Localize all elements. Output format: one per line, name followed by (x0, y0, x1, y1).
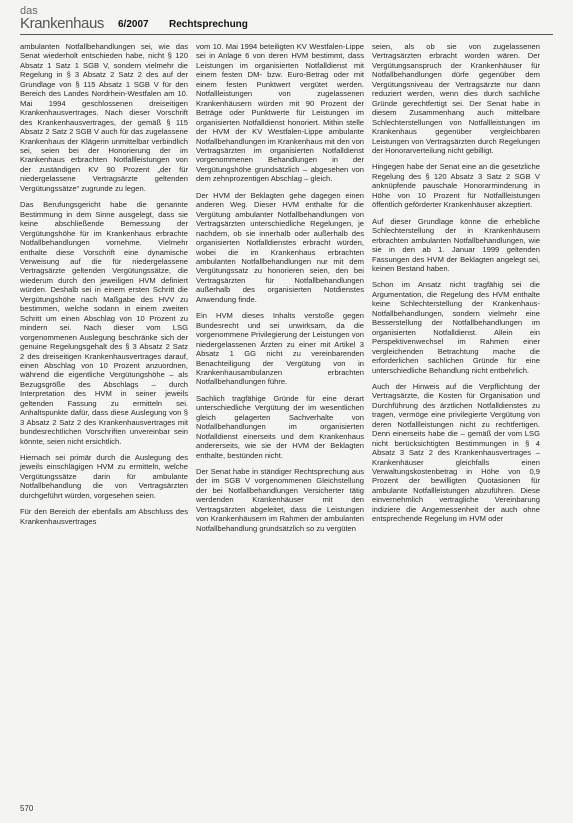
magazine-logo (20, 6, 110, 36)
paragraph: Schon im Ansatz nicht tragfähig sei die Argumentation, die Regelung des HVM enthalte keine Schlechterstellung der Krankenhaus-Notfallbehandlungen, sondern vielmehr eine Besserstellung der Notfallbehandlungen im organisierten Notfalldienst. Allein ein Perspektivenwechsel im Rahmen einer vergleichenden Betrachtung mache die erforderlichen sachlichen Gründe für eine unterschiedliche Behandlung nicht entbehrlich. (372, 280, 540, 375)
paragraph: Auf dieser Grundlage könne die erhebliche Schlechterstellung der in Krankenhäusern erbrachten ambulanten Notfallbehandlungen, wie sie in den ab 1. Januar 1999 geltenden Fassungen des HVM der Beklagten angelegt sei, keinen Bestand haben. (372, 216, 540, 273)
paragraph: Hingegen habe der Senat eine an die gesetzliche Regelung des § 120 Absatz 3 Satz 2 SGB V anknüpfende pauschale Honorarminderung in Höhe von 10 Prozent für Notfallleistungen öffentlich geförderter Krankenhäuser akzeptiert. (372, 162, 540, 210)
paragraph: vom 10. Mai 1994 beteiligten KV Westfalen-Lippe sei in Anlage 6 von deren HVM bestimmt, dass Leistungen im organisierten Notfalldienst mit einem festen DM- bzw. Euro-Betrag oder mit einem festen Punktwert vergütet werden. Notfallleistungen von zugelassenen Krankenhäusern würden mit 90 Prozent der Beträge oder Punktwerte für Leistungen im organisierten Notfalldienst honoriert. Mithin stelle der HVM der KV Westfalen-Lippe ambulante Notfallbehandlungen im Krankenhaus mit den von Vertragsärzten im organisierten Notfalldienst vorgenommenen Behandlungen in der Vergütungshöhe grundsätzlich – abgesehen von dem zehnprozentigen Abschlag – gleich. (196, 42, 365, 184)
section-title: Rechtsprechung (169, 19, 248, 30)
paragraph: Auch der Hinweis auf die Verpflichtung der Vertragsärzte, die Kosten für Organisation und Durchführung des ärztlichen Notfalldienstes zu tragen, vermöge eine privilegierte Vergütung von deren Notfallleistungen nicht zu rechtfertigen. Denn einerseits habe die – gemäß der vom LSG nicht berücksichtigten Bestimmungen in § 4 Absatz 3 Satz 2 des Krankenhausvertrages – Krankenhäuser gleichfalls einen Verwaltungskostenbetrag in Höhe von 0,9 Prozent der bewilligten Quotasionen für ambulante Notfallleistungen abzuführen. Diese einvernehmlich vertragliche Vereinbarung indiziere die Angemessenheit der auch ohne entsprechende Regelung im HVM oder (372, 381, 540, 524)
text-column-1 (20, 42, 188, 533)
paragraph: Hiernach sei primär durch die Auslegung des jeweils einschlägigen HVM zu ermitteln, welche Vergütungssätze darin für ambulante Notfallbehandlung die von Vertragsärzten durchgeführt würden, vorgesehen seien. (20, 453, 188, 500)
paragraph: ambulanten Notfallbehandlungen sei, wie das Senat wiederholt entschieden habe, nicht § 120 Absatz 1 Satz 1 SGB V, sondern vielmehr die Regelung in § 3 Absatz 2 Satz 2 des auf der Grundlage von § 115 Absatz 1 SGB V für den Bereich des Landes Nordrhein-Westfalen am 10. Mai 1994 geschlossenen dreiseitigen Krankenhausvertrages. Nach dieser Vorschrift des Krankenhausvertrages, der gemäß § 115 Absatz 2 Satz 2 SGB V auch für das zugelassene Krankenhaus der Klägerin unmittelbar verbindlich sei, seien bei der Honorierung der im Krankenhaus erbrachten Notfallleistungen von der zuständigen KV 90 Prozent „der für niedergelassene Vertragsärzte geltenden Vergütungssätze“ zugrunde zu legen. (20, 42, 188, 193)
text-column-2 (196, 42, 364, 540)
paragraph: Sachlich tragfähige Gründe für eine derart unterschiedliche Vergütung der im wesentlichen gleich gelagerten Sachverhalte von Notfallbehandlungen im organisierten Notfalldienst einerseits und dem Krankenhaus andererseits, wie sie der HVM der Beklagten enthalte, bestünden nicht. (196, 393, 364, 460)
logo-title: Krankenhaus (20, 15, 104, 32)
issue-number: 6/2007 (118, 19, 149, 30)
page-number: 570 (20, 804, 34, 813)
paragraph: Der HVM der Beklagten gehe dagegen einen anderen Weg. Dieser HVM enthalte für die Vergütung ambulanter Notfallbehandlungen von Vertragsärzten unterschiedliche Regelungen, je nachdem, ob sie innerhalb oder außerhalb des organisierten Notfalldienstes erbracht würden, wobei die im Krankenhaus erbrachten ambulanten Notfallbehandlungen nur mit dem Vergütungssatz zu honorieren seien, den bei Vertragsärzten für Notfallbehandlungen außerhalb des organisierten Notdienstes Anwendung finde. (196, 190, 364, 304)
text-column-3 (372, 42, 540, 531)
paragraph: Für den Bereich der ebenfalls am Abschluss des Krankenhausvertrages (20, 507, 188, 526)
header-rule (20, 34, 553, 35)
logo-prefix: das (20, 5, 38, 17)
paragraph: seien, als ob sie von zugelassenen Vertragsärzten erbracht worden wären. Der Vergütungsanspruch der Krankenhäuser für Notfallbehandlungen dürfe gegenüber dem Vergütungsniveau der Vertragsärzte nur dann reduziert werden, wenn dies durch sachliche Gründe gerechtfertigt sei. Der Senat habe in diesem Zusammenhang auch mittelbare Schlechterstellungen von Notfallleistungen im Krankenhaus gegenüber vergleichbaren Leistungen von Vertragsärzten durch Regelungen der Honorarverteilung nicht gebilligt. (372, 42, 540, 155)
paragraph: Das Berufungsgericht habe die genannte Bestimmung in dem Sinne ausgelegt, dass sie keine abschließende Bemessung der Vergütungshöhe für im Krankenhaus erbrachte Notfallbehandlungen vornehme. Vielmehr enthalte diese Vorschrift eine dynamische Verweisung auf die für niedergelassene Vertragsärzte geltenden Vergütungssätze, die wiederum durch den jeweiligen HVM definiert würden. Deshalb sei in einem ersten Schritt die Vergütungshöhe nach Maßgabe des HVV zu bestimmen, welche sodann in einem zweiten Schritt um einen Abschlag von 10 Prozent zu mindern sei. Nach dieser vom LSG vorgenommenen Auslegung beschränke sich der genuine Regelungsgehalt des § 3 Absatz 2 Satz 2 des dreiseitigen Krankenhausvertrages darauf, einen Abschlag von 10 Prozent anzuordnen, während die eigentliche Vergütungshöhe – als Bezugsgröße des Abschlags – durch Interpretation des HVM in seiner jeweils geltenden Fassung zu ermitteln sei. Anhaltspunkte dafür, dass diese Auslegung von § 3 Absatz 2 Satz 2 des Krankenhausvertrages mit bundesrechtlichen Vorschriften unvereinbar sein könnte, seien nicht ersichtlich. (20, 200, 188, 446)
paragraph: Ein HVM dieses Inhalts verstoße gegen Bundesrecht und sei unwirksam, da die vorgenommene Privilegierung der Leistungen von niedergelassenen Ärzten zu einer mit Artikel 3 Absatz 1 GG nicht zu vereinbarenden Benachteiligung der Vergütung von in Krankenhausambulanzen erbrachten Notfallbehandlungen führe. (196, 311, 364, 387)
paragraph: Der Senat habe in ständiger Rechtsprechung aus der im SGB V vorgenommenen Gleichstellung der bei Notfallbehandlungen Versicherter tätig werdenden Krankenhäuser mit den Vertragsärzten abgeleitet, dass die Leistungen von Krankenhäusern im Rahmen der ambulanten Notfallbehandlung grundsätzlich so zu vergüten (196, 467, 364, 533)
